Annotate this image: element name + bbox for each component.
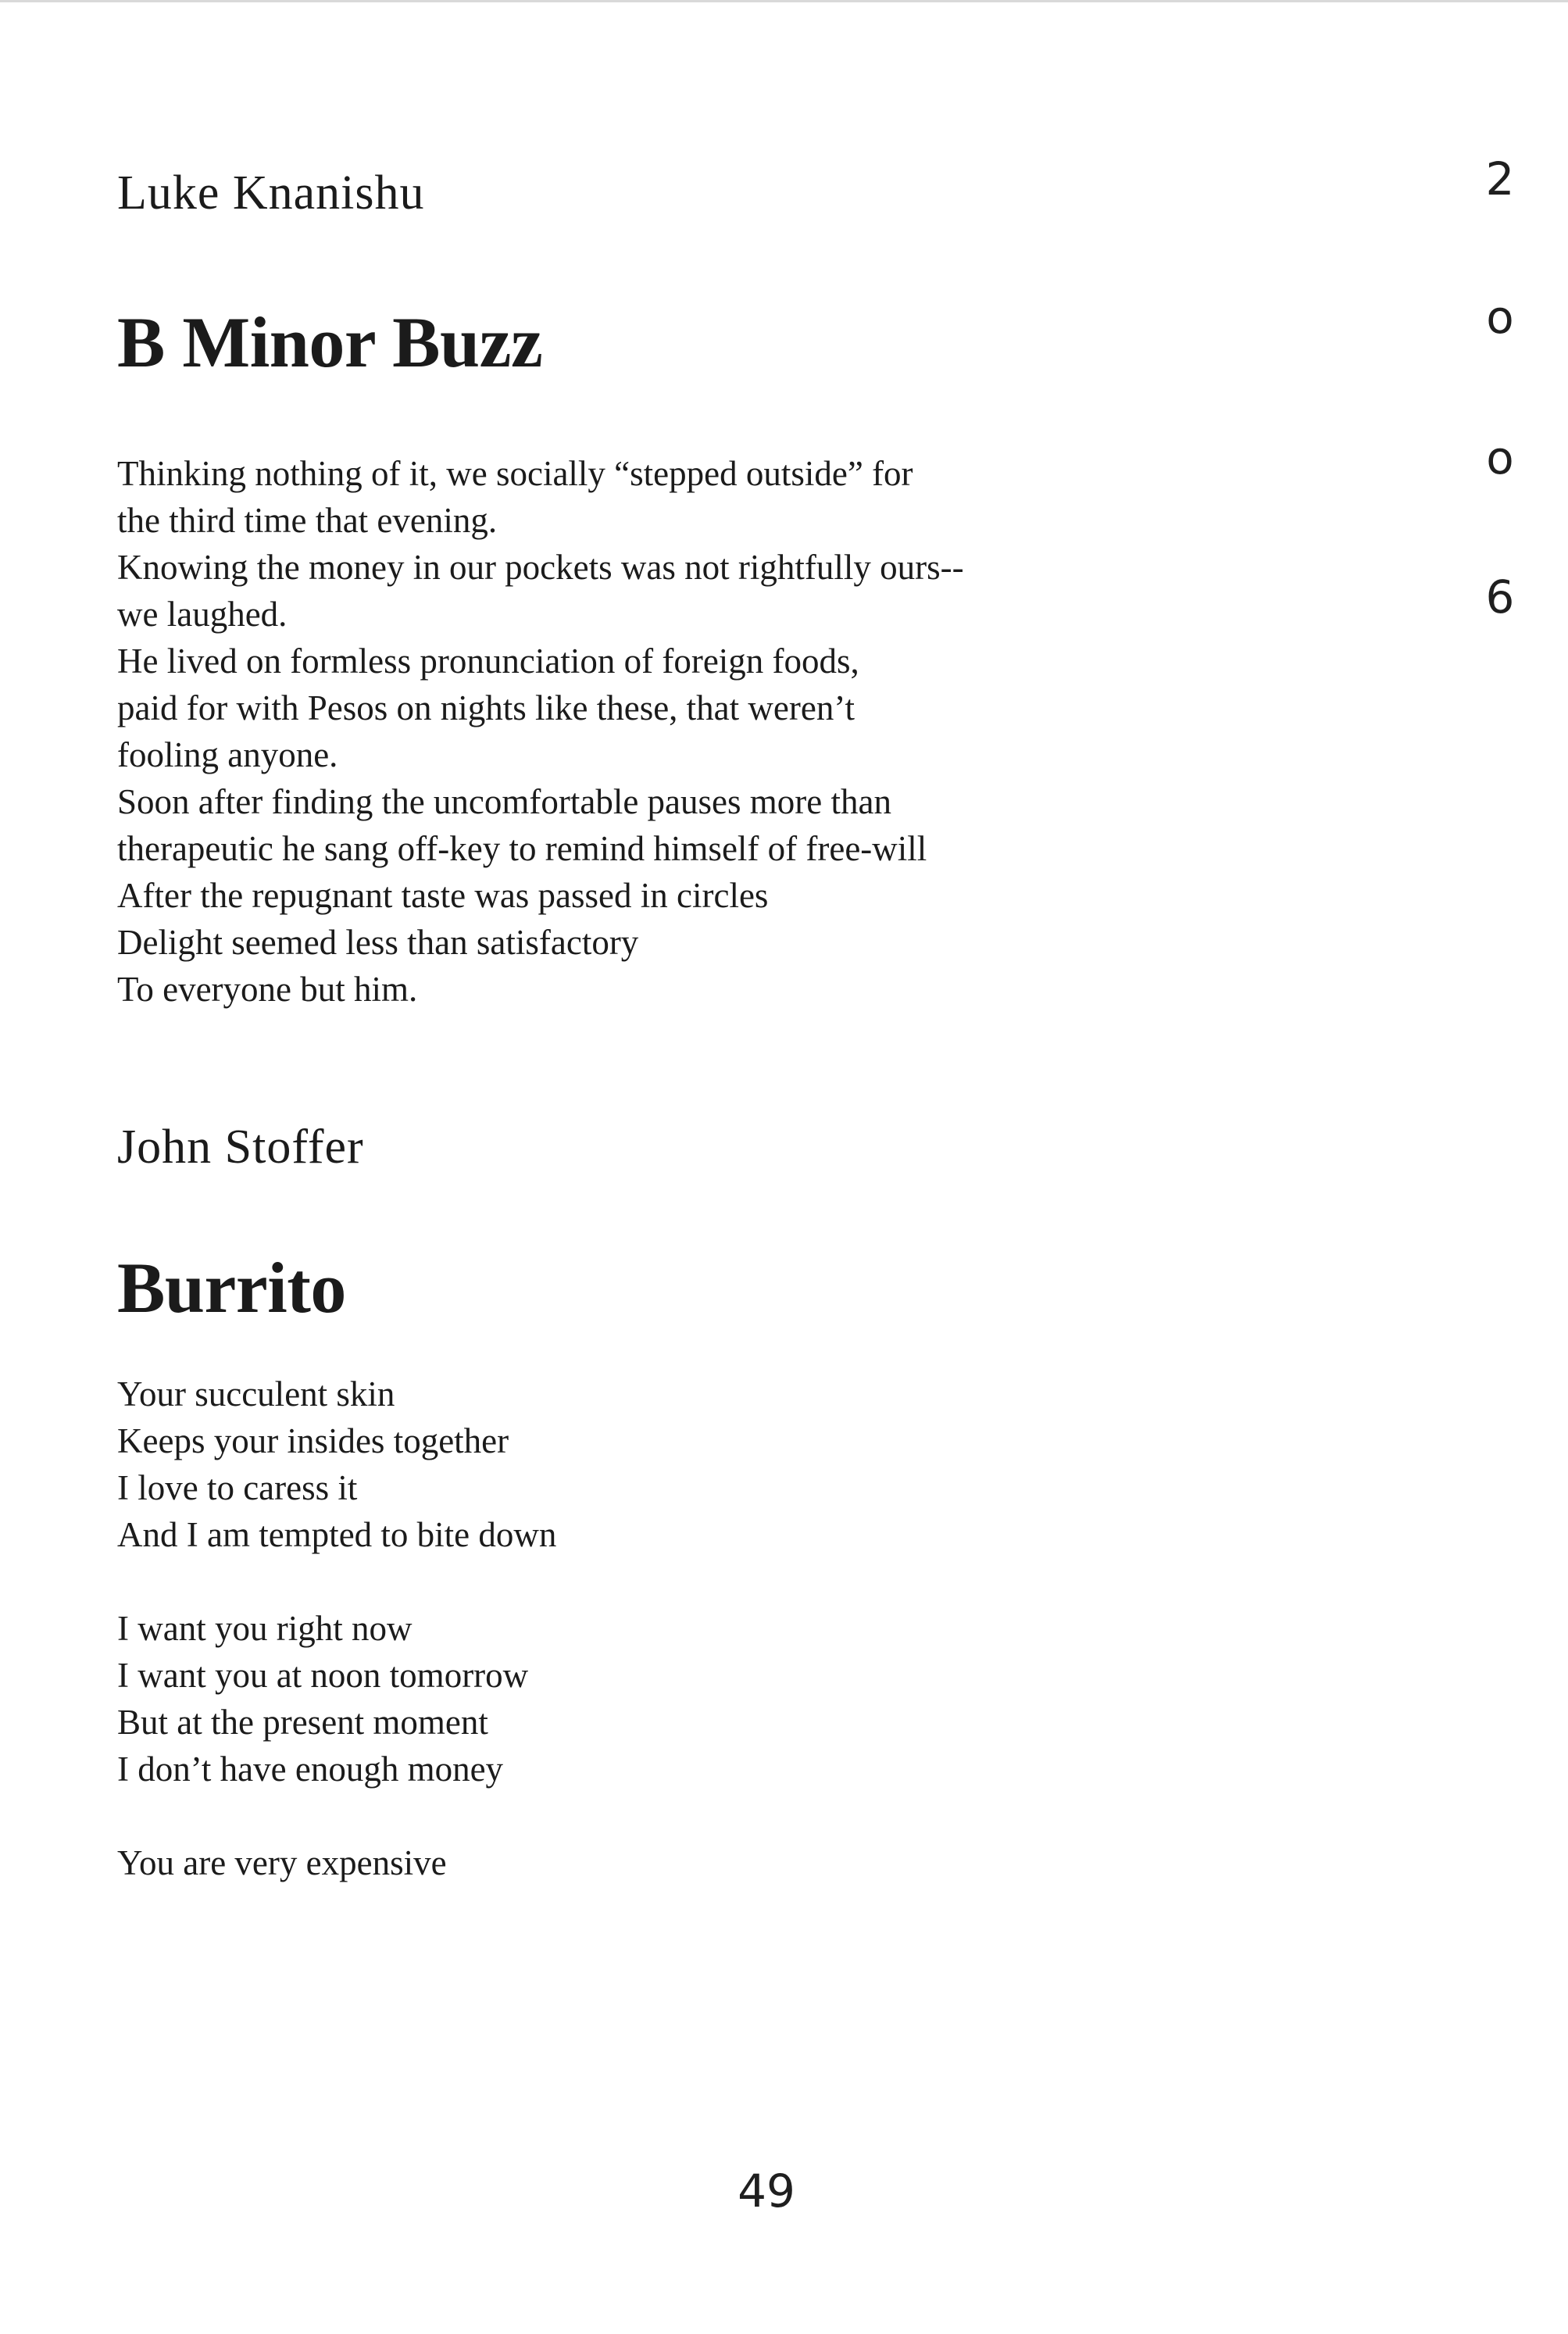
poem-line: Soon after finding the uncomfortable pauses more than xyxy=(117,782,891,821)
poem-1-author: Luke Knanishu xyxy=(117,166,425,220)
year-digit: o xyxy=(1486,291,1514,344)
poem-line: I love to caress it xyxy=(117,1468,358,1507)
poem-line: I want you right now xyxy=(117,1609,413,1648)
poem-line: And I am tempted to bite down xyxy=(117,1515,557,1554)
year-digit: 6 xyxy=(1485,570,1515,624)
poem-2-author: John Stoffer xyxy=(117,1121,364,1174)
poem-line: Keeps your insides together xyxy=(117,1421,509,1460)
year-digit: o xyxy=(1486,431,1514,484)
stanza-break xyxy=(117,1558,556,1605)
poem-line: After the repugnant taste was passed in circles xyxy=(117,876,769,915)
poem-line: therapeutic he sang off-key to remind himself of free-will xyxy=(117,829,927,868)
poem-line: the third time that evening. xyxy=(117,501,498,540)
poem-line: fooling anyone. xyxy=(117,735,338,774)
poem-line: Delight seemed less than satisfactory xyxy=(117,923,639,962)
poem-line: He lived on formless pronunciation of foreign foods, xyxy=(117,642,859,681)
poem-line: Your succulent skin xyxy=(117,1374,395,1414)
poem-line: But at the present moment xyxy=(117,1703,488,1742)
poem-line: we laughed. xyxy=(117,595,288,634)
poem-line: Thinking nothing of it, we socially “stepped outside” for xyxy=(117,454,913,493)
poem-line: You are very expensive xyxy=(117,1843,447,1882)
poem-line: I don’t have enough money xyxy=(117,1750,504,1789)
poem-2-title: Burrito xyxy=(117,1248,346,1328)
poem-2-body xyxy=(117,1371,556,1886)
poem-1-body xyxy=(117,450,964,1013)
page-number: 49 xyxy=(738,2164,795,2218)
poem-line: Knowing the money in our pockets was not rightfully ours-- xyxy=(117,548,964,587)
stanza-break xyxy=(117,1792,556,1839)
top-border xyxy=(0,0,1568,2)
poem-1-title: B Minor Buzz xyxy=(117,302,543,382)
poem-line: paid for with Pesos on nights like these, that weren’t xyxy=(117,688,855,727)
poem-line: I want you at noon tomorrow xyxy=(117,1656,529,1695)
year-digit: 2 xyxy=(1485,152,1515,206)
poem-line: To everyone but him. xyxy=(117,970,418,1009)
